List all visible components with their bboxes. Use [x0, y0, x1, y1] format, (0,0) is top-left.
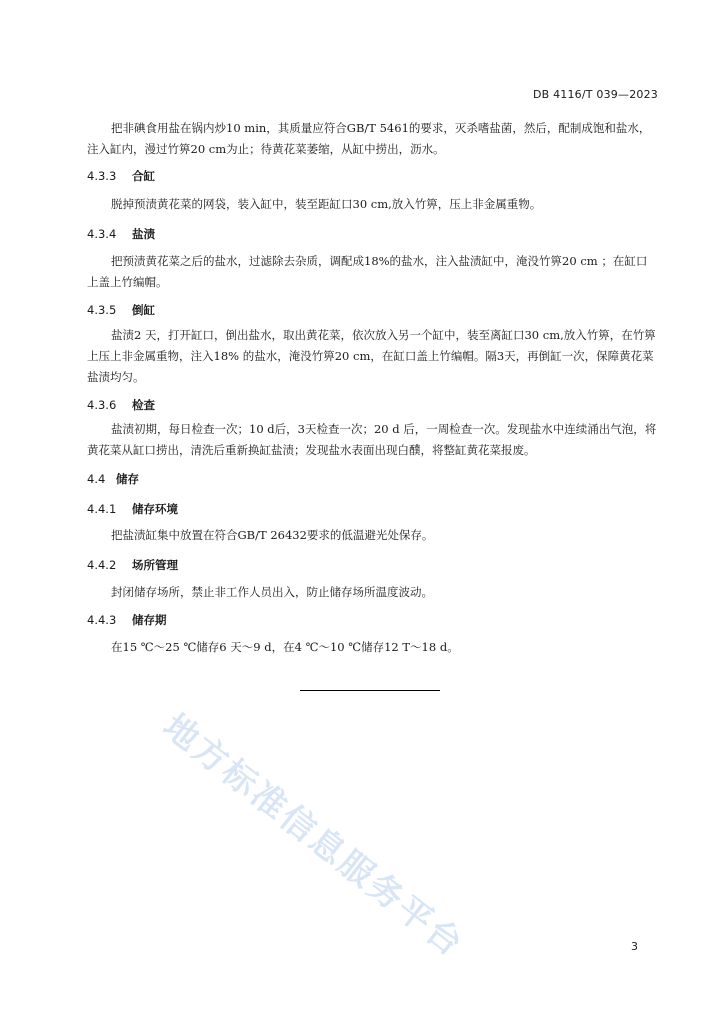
section-title: 盐渍	[132, 227, 155, 241]
paragraph-4-4-1: 把盐渍缸集中放置在符合GB/T 26432要求的低温避光处保存。	[111, 528, 434, 542]
paragraph-4-3-4: 把预渍黄花菜之后的盐水，过滤除去杂质，调配成18%的盐水，注入盐渍缸中，淹没竹箅20 cm ；在缸口上盖上竹编帽。	[87, 254, 648, 289]
watermark: 地方标准信息服务平台	[155, 706, 472, 966]
section-number: 4.3.6	[87, 398, 117, 412]
paragraph-4-3-5: 盐渍2 天，打开缸口，倒出盐水，取出黄花菜，依次放入另一个缸中，装至离缸口30 cm,放入竹箅，在竹箅上压上非金属重物，注入18% 的盐水，淹没竹箅20 cm，在缸口盖上竹编帽。隔3天，再倒缸一次，保障黄花菜盐渍均匀。	[87, 328, 656, 384]
heading-4-3-5	[87, 302, 155, 318]
section-number: 4.3.4	[87, 227, 117, 241]
page-number: 3	[631, 940, 638, 953]
paragraph-salt-prep: 把非碘食用盐在锅内炒10 min，其质量应符合GB/T 5461的要求，灭杀嗜盐菌，然后，配制成饱和盐水，注入缸内，漫过竹箅20 cm为止；待黄花菜萎缩，从缸中捞出，沥水。	[87, 121, 651, 156]
section-title: 场所管理	[132, 558, 178, 572]
section-title: 储存期	[132, 613, 167, 627]
end-of-document-rule	[300, 690, 440, 691]
heading-4-4	[87, 471, 139, 487]
heading-4-4-1	[87, 501, 178, 517]
section-title: 倒缸	[132, 303, 155, 317]
section-number: 4.4.2	[87, 558, 117, 572]
paragraph-4-3-6: 盐渍初期，每日检查一次；10 d后，3天检查一次；20 d 后，一周检查一次。发现盐水中连续涌出气泡，将黄花菜从缸口捞出，清洗后重新换缸盐渍；发现盐水表面出现白醭，将整缸黄花菜报废。	[87, 422, 657, 457]
heading-4-3-6	[87, 397, 155, 413]
paragraph-4-4-2: 封闭储存场所，禁止非工作人员出入，防止储存场所温度波动。	[111, 585, 433, 599]
section-number: 4.4.3	[87, 613, 117, 627]
heading-4-4-3	[87, 612, 167, 628]
section-title: 合缸	[132, 169, 155, 183]
section-number: 4.4.1	[87, 502, 117, 516]
paragraph-4-4-3: 在15 ℃～25 ℃储存6 天～9 d，在4 ℃～10 ℃储存12 T～18 d。	[111, 640, 459, 654]
heading-4-4-2	[87, 557, 178, 573]
heading-4-3-4	[87, 226, 155, 242]
heading-4-3-3	[87, 168, 155, 184]
section-title: 储存	[116, 472, 139, 486]
section-title: 检查	[132, 398, 155, 412]
section-number: 4.3.3	[87, 169, 117, 183]
section-number: 4.4	[87, 472, 106, 486]
section-number: 4.3.5	[87, 303, 117, 317]
paragraph-4-3-3: 脱掉预渍黄花菜的网袋，装入缸中，装至距缸口30 cm,放入竹箅，压上非金属重物。	[111, 197, 542, 211]
section-title: 储存环境	[132, 502, 178, 516]
document-code: DB 4116/T 039—2023	[532, 88, 658, 101]
